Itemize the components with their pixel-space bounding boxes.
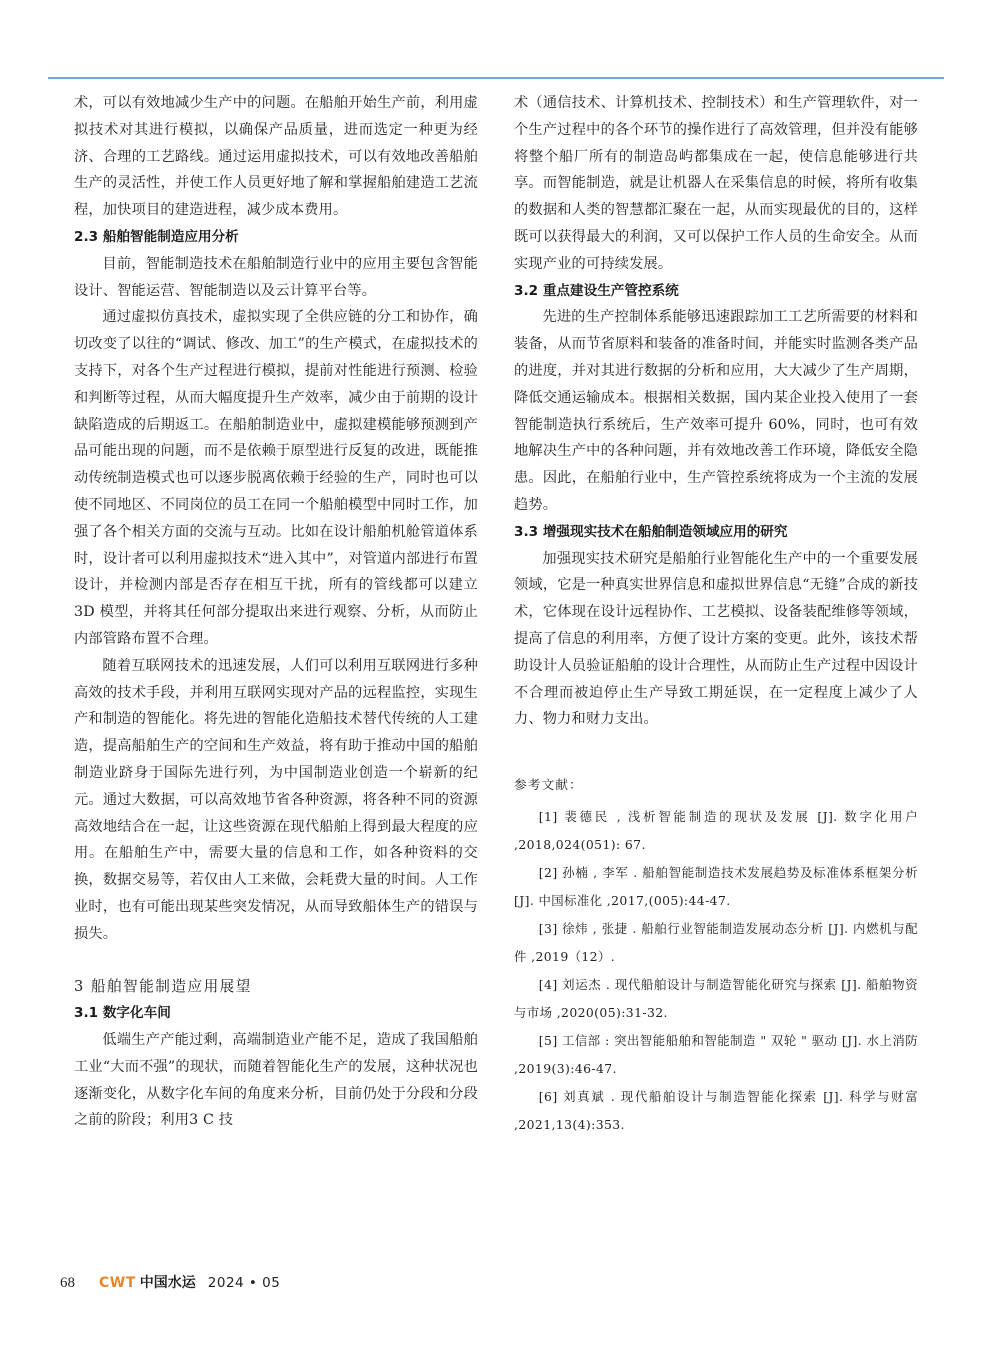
- paragraph: 加强现实技术研究是船舶行业智能化生产中的一个重要发展领域，它是一种真实世界信息和虚拟世界信息“无缝”合成的新技术，它体现在设计远程协作、工艺模拟、设备装配维修等领域，提高了信息的利用率，方便了设计方案的变更。此外，该技术帮助设计人员验证船舶的设计合理性，从而防止生产过程中因设计不合理而被迫停止生产导致工期延误，在一定程度上减少了人力、物力和财力支出。: [514, 550, 918, 728]
- paragraph: 低端生产产能过剩，高端制造业产能不足，造成了我国船舶工业“大而不强”的现状，而随着智能化生产的发展，这种状况也逐渐变化，从数字化车间的角度来分析，目前仍处于分段和分段之前的阶段；利用3 C 技: [74, 1032, 478, 1129]
- paragraph: 随着互联网技术的迅速发展，人们可以利用互联网进行多种高效的技术手段，并利用互联网实现对产品的远程监控，实现生产和制造的智能化。将先进的智能化造船技术替代传统的人工建造，提高船舶生产的空间和生产效益，将有助于推动中国的船舶制造业跻身于国际先进行列，为中国制造业创造一个崭新的纪元。通过大数据，可以高效地节省各种资源，将各种不同的资源高效地结合在一起，让这些资源在现代船舶上得到最大程度的应用。在船舶生产中，需要大量的信息和工作，如各种资料的交换，数据交易等，若仅由人工来做，会耗费大量的时间。人工作业时，也有可能出现某些突发情况，从而导致船体生产的错误与损失。: [74, 657, 478, 942]
- section-heading-3-3: 3.3 增强现实技术在船舶制造领域应用的研究: [514, 523, 788, 540]
- paragraph: 术（通信技术、计算机技术、控制技术）和生产管理软件，对一个生产过程中的各个环节的操作进行了高效管理，但并没有能够将整个船厂所有的制造岛屿都集成在一起，使信息能够进行共享。而智能制造，就是让机器人在采集信息的时候，将所有收集的数据和人类的智慧都汇聚在一起，从而实现最优的目的，这样既可以获得最大的利润，又可以保护工作人员的生命安全。从而实现产业的可持续发展。: [514, 95, 918, 272]
- section-heading-3-1: 3.1 数字化车间: [74, 1005, 171, 1022]
- paragraph: 先进的生产控制体系能够迅速跟踪加工工艺所需要的材料和装备，从而节省原料和装备的准备时间，并能实时监测各类产品的进度，并对其进行数据的分析和应用，大大减少了生产周期，降低交通运输成本。根据相关数据，国内某企业投入使用了一套智能制造执行系统后，生产效率可提升 60%，同时，也可有效地解决生产中的各种问题，并有效地改善工作环境，降低安全隐患。因此，在船舶行业中，生产管控系统将成为一个主流的发展趋势。: [514, 309, 918, 513]
- reference-item: [1] 裴德民 , 浅析智能制造的现状及发展 [J]. 数字化用户 ,2018,024(051): 67.: [514, 809, 918, 853]
- section-heading-2-3: 2.3 船舶智能制造应用分析: [74, 228, 239, 245]
- issue-number: 2024 • 05: [207, 1275, 281, 1291]
- reference-item: [2] 孙楠 , 李军 . 船舶智能制造技术发展趋势及标准体系框架分析 [J]. 中国标准化 ,2017,(005):44-47.: [514, 865, 918, 909]
- paragraph: 术，可以有效地减少生产中的问题。在船舶开始生产前，利用虚拟技术对其进行模拟，以确保产品质量，进而选定一种更为经济、合理的工艺路线。通过运用虚拟技术，可以有效地改善船舶生产的灵活性，并使工作人员更好地了解和掌握船舶建造工艺流程，加快项目的建造进程，减少成本费用。: [74, 95, 478, 219]
- paragraph: 目前，智能制造技术在船舶制造行业中的应用主要包含智能设计、智能运营、智能制造以及云计算平台等。: [74, 255, 478, 299]
- journal-logo: CWT: [99, 1275, 136, 1291]
- page-number: 68: [60, 1275, 75, 1291]
- references-list: [514, 803, 918, 1139]
- reference-item: [4] 刘运杰 . 现代船舶设计与制造智能化研究与探索 [J]. 船舶物资与市场 ,2020(05):31-32.: [514, 977, 918, 1021]
- section-heading-3-2: 3.2 重点建设生产管控系统: [514, 282, 679, 299]
- paragraph: 通过虚拟仿真技术，虚拟实现了全供应链的分工和协作，确切改变了以往的“调试、修改、加工”的生产模式，在虚拟技术的支持下，对各个生产过程进行模拟，提前对性能进行预测、检验和判断等过程，从而大幅度提升生产效率，减少由于前期的设计缺陷造成的后期返工。在船舶制造业中，虚拟建模能够预测到产品可能出现的问题，而不是依赖于原型进行反复的改进，既能推动传统制造模式也可以逐步脱离依赖于经验的生产，同时也可以使不同地区、不同岗位的员工在同一个船舶模型中同时工作，加强了各个相关方面的交流与互动。比如在设计船舶机舱管道体系时，设计者可以利用虚拟技术“进入其中”，对管道内部进行布置设计，并检测内部是否存在相互干扰，所有的管线都可以建立 3D 模型，并将其任何部分提取出来进行观察、分析，从而防止内部管路布置不合理。: [74, 309, 478, 647]
- right-column: [514, 90, 918, 1139]
- reference-item: [6] 刘真斌 . 现代船舶设计与制造智能化探索 [J]. 科学与财富 ,2021,13(4):353.: [514, 1089, 918, 1133]
- references-title: 参考文献：: [514, 777, 583, 793]
- page-footer: [60, 1272, 280, 1292]
- journal-name: 中国水运: [139, 1275, 196, 1291]
- reference-item: [5] 工信部 : 突出智能船舶和智能制造 " 双轮 " 驱动 [J]. 水上消防 ,2019(3):46-47.: [514, 1033, 918, 1077]
- left-column: [74, 90, 478, 1134]
- reference-item: [3] 徐炜 , 张捷 . 船舶行业智能制造发展动态分析 [J]. 内燃机与配件 ,2019（12）.: [514, 921, 918, 965]
- section-heading-3: 3 船舶智能制造应用展望: [74, 977, 252, 995]
- header-rule: [48, 77, 944, 79]
